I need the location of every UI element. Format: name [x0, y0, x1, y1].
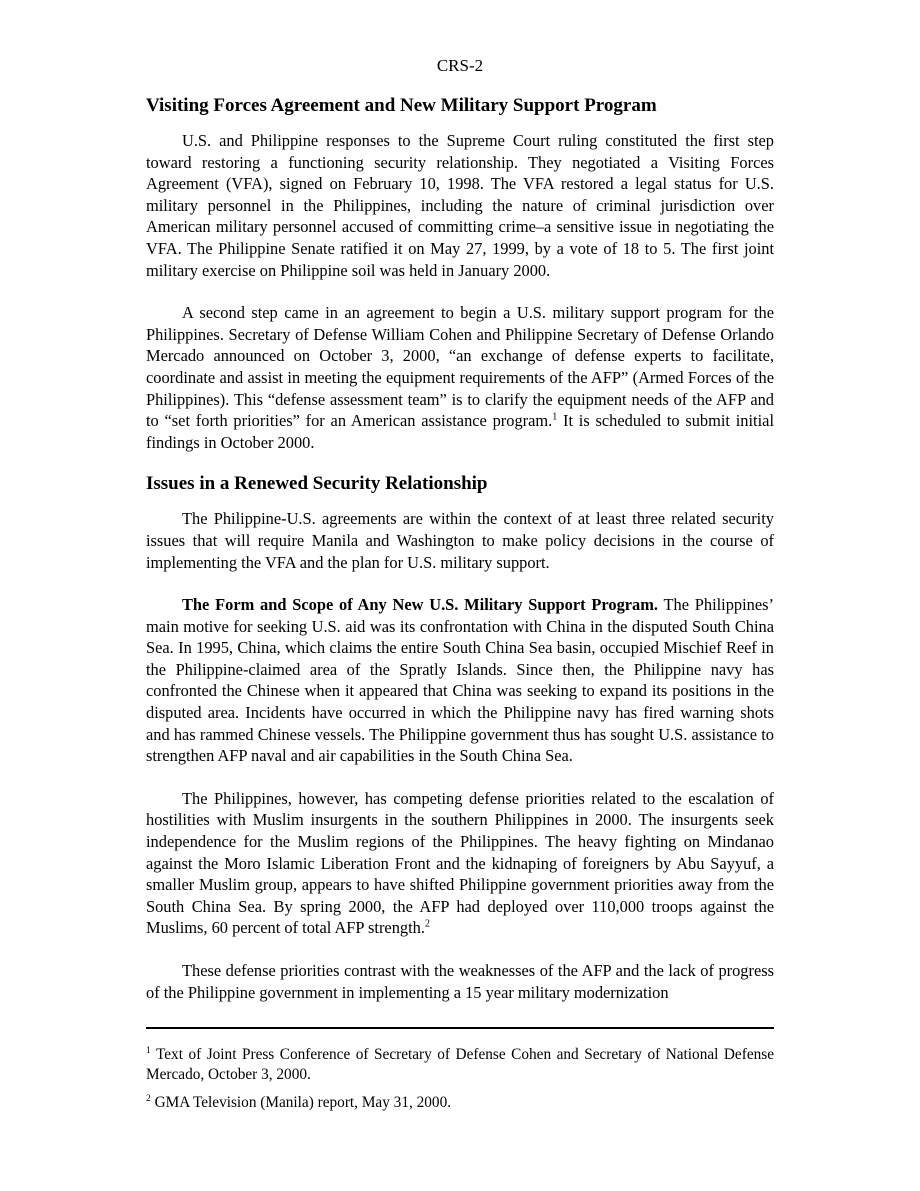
footnote-ref-1[interactable]: 1	[552, 411, 558, 423]
footnote-1	[146, 1045, 774, 1085]
footnotes	[146, 1045, 774, 1121]
section-heading-issues: Issues in a Renewed Security Relationship	[146, 473, 488, 495]
paragraph-vfa-intro: U.S. and Philippine responses to the Supreme Court ruling constituted the first step toward restoring a functioning security relationship. They negotiated a Visiting Forces Agreement (VFA), signed on February 10, 1998. The VFA restored a legal status for U.S. military personnel in the Philippines, including the nature of criminal jurisdiction over American military personnel accused of committing crime–a sensitive issue in negotiating the VFA. The Philippine Senate ratified it on May 27, 1999, by a vote of 18 to 5. The first joint military exercise on Philippine soil was held in January 2000.	[146, 131, 774, 280]
paragraph-competing-priorities	[146, 788, 774, 939]
footnote-ref-2[interactable]: 2	[424, 918, 430, 930]
footnote-divider	[146, 1027, 774, 1029]
paragraph-form-scope-lead: The Form and Scope of Any New U.S. Military Support Program.	[182, 595, 658, 615]
page-number-header: CRS-2	[436, 56, 484, 75]
paragraph-form-scope	[146, 594, 774, 767]
section-heading-vfa: Visiting Forces Agreement and New Military Support Program	[146, 95, 657, 116]
paragraph-defense-contrast: These defense priorities contrast with the weaknesses of the AFP and the lack of progress of the Philippine government in implementing a 15 year military modernization	[146, 961, 774, 1002]
paragraph-support-program-tail: It is scheduled to submit initial findings in October 2000.	[146, 411, 774, 452]
footnote-2-marker: 2	[146, 1093, 151, 1104]
footnote-1-marker: 1	[146, 1045, 151, 1056]
main-content	[146, 92, 774, 1003]
paragraph-competing-priorities-text: The Philippines, however, has competing defense priorities related to the escalation of hostilities with Muslim insurgents in the southern Philippines in 2000. The insurgents seek independence for the Muslim regions of the Philippines. The heavy fighting on Mindanao against the Moro Islamic Liberation Front and the kidnaping of foreigners by Abu Sayyuf, a smaller Muslim group, appears to have shifted Philippine government priorities away from the South China Sea. By spring 2000, the AFP had deployed over 110,000 troops against the Muslims, 60 percent of total AFP strength.	[146, 788, 774, 938]
paragraph-support-program-text: A second step came in an agreement to begin a U.S. military support program for the Philippines. Secretary of Defense William Cohen and Philippine Secretary of Defense Orlando Mercado announced on October 3, 2000, “an exchange of defense experts to facilitate, coordinate and assist in meeting the equipment requirements of the AFP” (Armed Forces of the Philippines). This “defense assessment team” is to clarify the equipment needs of the AFP and to “set forth priorities” for an American assistance program.	[146, 303, 774, 431]
paragraph-support-program	[146, 302, 774, 453]
paragraph-form-scope-text: The Philippines’ main motive for seeking U.S. aid was its confrontation with China in the disputed South China Sea. In 1995, China, which claims the entire South China Sea basin, occupied Mischief Reef in the Philippine-claimed area of the Spratly Islands. Since then, the Philippine navy has confronted the Chinese when it appeared that China was seeking to expand its positions in the disputed area. Incidents have occurred in which the Philippine navy has fired warning shots and has rammed Chinese vessels. The Philippine government thus has sought U.S. assistance to strengthen AFP naval and air capabilities in the South China Sea.	[146, 595, 774, 766]
footnote-2	[146, 1093, 774, 1113]
footnote-1-text: Text of Joint Press Conference of Secretary of Defense Cohen and Secretary of National Defense Mercado, October 3, 2000.	[146, 1046, 774, 1083]
paragraph-issues-intro: The Philippine-U.S. agreements are within the context of at least three related security issues that will require Manila and Washington to make policy decisions in the course of implementing the VFA and the plan for U.S. military support.	[146, 509, 774, 572]
footnote-2-text: GMA Television (Manila) report, May 31, 2000.	[150, 1094, 452, 1111]
